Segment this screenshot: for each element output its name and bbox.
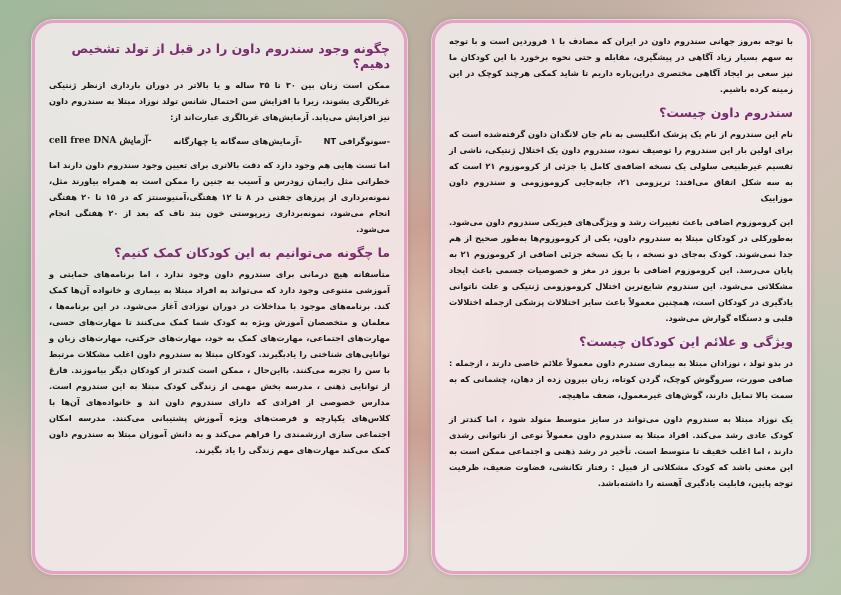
test-cell-free-dna: -آزمایش cell free DNA [49,136,152,146]
test-triple-quad: -آزمایش‌های سه‌گانه یا چهارگانه [173,136,302,146]
test-nt-sonography: -سونوگرافی NT [323,136,390,146]
symptoms-paragraph: در بدو تولد ، نوزادان مبتلا به بیماری سندرم داون معمولاً علائم خاصی دارند ، ازجمله : صافی صورت، سروگوش کوچک، گردن کوتاه، زبان بیرون زده از دهان، چشمانی که به سمت بالا تمایل دارند، گوش‌های غیرمعمول، ضعف ماهیچه. [449,358,793,400]
heading-how-to-help: ما چگونه می‌توانیم به این کودکان کمک کنیم؟ [114,245,390,260]
screening-paragraph: ممکن است زنان بین ۳۰ تا ۳۵ ساله و یا بالاتر در دوران بارداری ازنظر ژنتیکی غربالگری بشوند، زیرا با افزایش سن احتمال شانس تولد نوزاد مبتلا به سندروم داون نیز افزایش می‌یابد. آزمایش‌های غربالگری عبارت‌اند از: [49,80,390,122]
development-paragraph: یک نوزاد مبتلا به سندروم داون می‌تواند در سایز متوسط متولد شود ، اما کندتر از کودک عادی رشد می‌کند. افراد مبتلا به سندروم داون معمولاً نوعی از ناتوانی رشدی دارند ، اما اغلب خفیف تا متوسط است. تأخیر در رشد ذهنی و اجتماعی ممکن است به این معنی باشد که کودک مشکلاتی از قبیل : رفتار تکانشی، قضاوت ضعیف، ظرفیت توجه پایین، قابلیت یادگیری آهسته را داشته‌باشد. [449,414,793,488]
intro-paragraph: با توجه به‌روز جهانی سندروم داون در ایران که مصادف با ۱ فروردین است و با توجه به سهم بسیار زیاد آگاهی در پیشگیری، مقابله و حتی نحوه برخورد با این کودکان ما نیز سعی بر ایجاد آگاهی مختصری دراین‌باره داریم تا شاید کمکی هرچند کوچک در این زمینه کرده باشیم. [449,36,793,94]
support-paragraph: متأسفانه هیچ درمانی برای سندروم داون وجود ندارد ، اما برنامه‌های حمایتی و آموزشی متنوعی وجود دارد که می‌تواند به افراد مبتلا به بیماری و خانواده آن‌ها کمک کند. برنامه‌های موجود با مداخلات در دوران نوزادی آغاز می‌شود. در این برنامه‌ها ، معلمان و متخصصان آموزش ویژه به کودک شما کمک می‌کنند تا مهارت‌های حسی، مهارت‌های اجتماعی، مهارت‌های کمک به خود، مهارت‌های حرکتی، مهارت‌های زبان و توانایی‌های شناختی را یادبگیرند. کودکان مبتلا به سندروم داون اغلب مشکلات مرتبط با سن را تجربه می‌کنند. بااین‌حال ، ممکن است کندتر از کودکان دیگر بیاموزند. فارغ از توانایی ذهنی ، مدرسه بخش مهمی از زندگی کودک مبتلا به این سندروم است. مدارس خصوصی از افرادی که دارای سندروم داون اند و خانواده‌های آن‌ها با کلاس‌های یکپارچه و فرصت‌های ویژه آموزش پشتیبانی می‌کنند. مدرسه امکان اجتماعی سازی ارزشمندی را فراهم می‌کند و به دانش آموزان مبتلا به سندروم داون کمک می‌کند مهارت‌های مهم زندگی را یاد بگیرند. [49,269,390,455]
definition-paragraph: نام این سندروم از نام یک پزشک انگلیسی به نام جان لانگدان داون گرفته‌شده است که برای اولین بار این سندروم را توصیف نمود، سندروم داون یک اختلال ژنتیکی، ناشی از تقسیم غیرطبیعی سلولی یک نسخه اضافه‌ی کامل یا جزئی از کروموزوم ۲۱ است که به سه شکل اتفاق می‌افتد: تریزومی ۲۱، جابه‌جایی کروموزومی و سندروم داون موزاییک [449,129,794,203]
screening-tests-list [49,133,390,149]
left-panel [32,20,407,574]
invasive-tests-paragraph: اما تست هایی هم وجود دارد که دقت بالاتری برای تعیین وجود سندروم داون دارند اما خطراتی مثل زایمان زودرس و آسیب به جنین را ممکن است به همراه بیاورند مثل، نمونه‌برداری از پرزهای جفتی در ۸ تا ۱۲ هفتگی،آمنیوسنتز که در ۱۵ تا ۲۰ هفتگی انجام می‌شود، نمونه‌برداری زیرپوستی خون بند ناف که بعد از ۲۰ هفتگی انجام می‌شود. [49,160,391,234]
chromosome-paragraph: این کروموزوم اضافی باعث تغییرات رشد و ویژگی‌های فیزیکی سندروم داون می‌شود. به‌طورکلی در کودکان مبتلا به سندروم داون، یکی از کروموزوم‌ها به‌طور صحیح از هم جدا نمی‌شوند. کودک به‌جای دو نسخه ، با یک نسخه جزئی اضافی از کروموزوم ۲۱ به پایان می‌رسد. این کروموزوم اضافی با بروز در مغز و خصوصیات جسمی باعث ایجاد مشکلاتی می‌شود. این سندروم شایع‌ترین اختلال کروموزومی ژنتیکی و علت ناتوانی یادگیری در کودکان است، همچنین معمولاً باعث سایر اختلالات پزشکی ازجمله اختلالات قلبی و دستگاه گوارش می‌شود. [449,217,793,323]
heading-what-is-down-syndrome: سندروم داون چیست؟ [659,105,793,120]
heading-prenatal-diagnosis: چگونه وجود سندروم داون را در قبل از تولد تشخیص دهیم؟ [71,41,390,71]
right-panel [432,20,810,574]
heading-symptoms: ویژگی و علائم این کودکان چیست؟ [579,334,793,349]
